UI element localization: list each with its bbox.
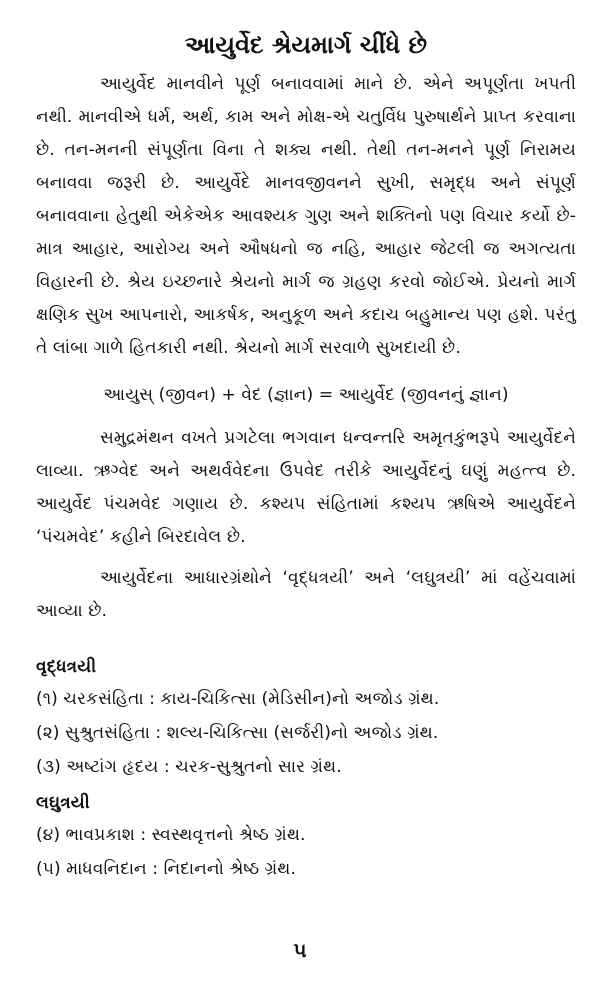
list-item: (૩) અષ્ટાંગ હૃદય : ચરક-સુશ્રુતનો સાર ગ્રંથ.: [36, 757, 342, 777]
vriddhatrayi-heading: વૃદ્ધત્રયી: [36, 657, 97, 677]
page-content: [36, 28, 576, 886]
laghutrayi-heading: લઘુત્રયી: [36, 793, 90, 813]
classification-paragraph: આયુર્વેદના આધારગ્રંથોને ‘વૃદ્ધત્રયી’ અને ‘લઘુત્રયી’ માં વહેંચવામાં આવ્યા છે.: [36, 568, 576, 621]
list-item: (૫) માધવનિદાન : નિદાનનો શ્રેષ્ઠ ગ્રંથ.: [36, 859, 296, 879]
list-item: (૧) ચરકસંહિતા : કાય-ચિકિત્સા (મેડિસીન)નો અજોડ ગ્રંથ.: [36, 689, 440, 709]
page-title: આયુર્વેદ શ્રેયમાર્ગ ચીંધે છે: [184, 31, 428, 59]
list-item: (૪) ભાવપ્રકાશ : સ્વસ્થવૃત્તનો શ્રેષ્ઠ ગ્રંથ.: [36, 825, 306, 845]
page-number: ૫: [293, 938, 307, 962]
intro-paragraph: આયુર્વેદ માનવીને પૂર્ણ બનાવવામાં માને છે. એને અપૂર્ણતા ખપતી નથી. માનવીએ ધર્મ, અર્થ, કામ અને મોક્ષ-એ ચતુર્વિધ પુરુષાર્થને પ્રાપ્ત કરવાના છે. તન-મનની સંપૂર્ણતા વિના તે શક્ય નથી. તેથી તન-મનને પૂર્ણ નિરામય બનાવવા જરૂરી છે. આયુર્વેદે માનવજીવનને સુખી, સમૃદ્ધ અને સંપૂર્ણ બનાવવાના હેતુથી એકેએક આવશ્યક ગુણ અને શક્તિનો પણ વિચાર કર્યો છે-માત્ર આહાર, આરોગ્ય અને ઔષધનો જ નહિ, આહાર જેટલી જ અગત્યતા વિહારની છે. શ્રેય ઇચ્છનારે શ્રેયનો માર્ગ જ ગ્રહણ કરવો જોઈએ. પ્રેયનો માર્ગ ક્ષણિક સુખ આપનારો, આકર્ષક, અનુકૂળ અને કદાચ બહુમાન્ય પણ હશે. પરંતુ તે લાંબા ગાળે હિતકારી નથી. શ્રેયનો માર્ગ સરવાળે સુખદાયી છે.: [36, 74, 576, 358]
ayurveda-etymology-formula: આયુસ્ (જીવન) + વેદ (જ્ઞાન) = આયુર્વેદ (જીવનનું જ્ઞાન): [103, 385, 509, 405]
list-item: (૨) સુશ્રુતસંહિતા : શલ્ય-ચિકિત્સા (સર્જરી)નો અજોડ ગ્રંથ.: [36, 723, 439, 743]
history-paragraph: સમુદ્રમંથન વખતે પ્રગટેલા ભગવાન ધન્વન્તરિ અમૃતકુંભરૂપે આયુર્વેદને લાવ્યા. ઋગ્વેદ અને અથર્વવેદના ઉપવેદ તરીકે આયુર્વેદનું ઘણું મહત્ત્વ છે. આયુર્વેદ પંચમવેદ ગણાય છે. કશ્યપ સંહિતામાં કશ્યપ ઋષિએ આયુર્વેદને ‘પંચમવેદ’ કહીને બિરદાવેલ છે.: [36, 428, 576, 547]
